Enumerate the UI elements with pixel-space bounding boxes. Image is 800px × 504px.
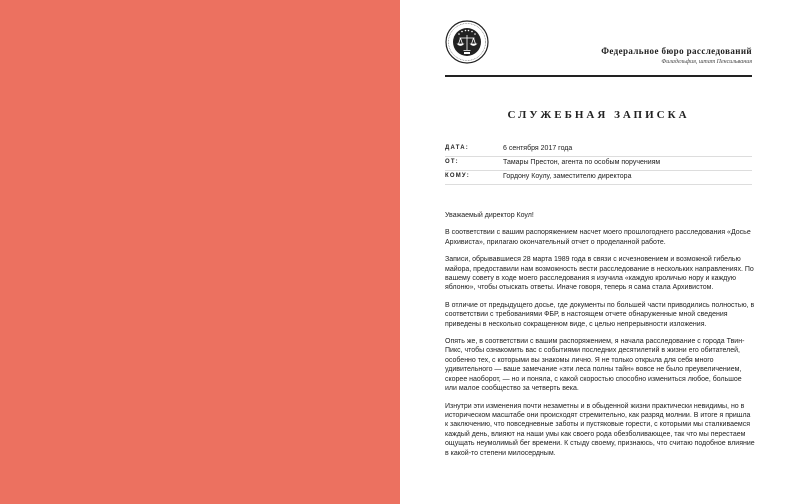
body-paragraph: Опять же, в соответствии с вашим распоряжением, я начала расследование с города Твин-Пикс, чтобы ознакомить вас с событиями последних десятилетий в жизни его обитателей, особенно тех, с которыми вы знакомы лично. Я не только открыла для себя много удивительного — ваше замечание «эти леса полны тайн» вовсе не было преувеличением, скорее наоборот, — но и поняла, с какой скоростью способно измениться любое, большое или малое сообщество за четверть века. [445,338,745,393]
meta-value-to: Гордону Коулу, заместителю директора [503,173,632,180]
fbi-seal-icon [445,20,489,64]
bureau-name: Федеральное бюро расследований [601,46,752,56]
meta-row-from [445,158,752,171]
meta-label-to: КОМУ: [445,173,470,179]
body-paragraph: Изнутри эти изменения почти незаметны и в обыденной жизни практически невидимы, но в историческом масштабе они происходят стремительно, как разряд молнии. В итоге я пришла к заключению, что повседневные заботы и пустяковые горести, с которыми мы сталкиваемся каждый день, влияют на наши умы как своего рода обезболивающее, так что мы перестаем ощущать неумолимый бег времени. К стыду своему, признаюсь, что считаю подобное влияние в какой-то степени милосердным. [445,402,755,457]
meta-value-date: 6 сентября 2017 года [503,145,573,152]
meta-label-date: ДАТА: [445,145,469,151]
memo-page [400,0,800,504]
meta-divider [445,170,752,171]
meta-label-from: ОТ: [445,159,459,165]
body-paragraph: В соответствии с вашим распоряжением насчет моего прошлогоднего расследования «Досье Архивиста», прилагаю окончательный отчет о проделанной работе. [445,229,751,246]
meta-row-date [445,144,752,157]
meta-row-to [445,172,752,185]
header-divider [445,75,752,77]
meta-value-from: Тамары Престон, агента по особым поручениям [503,159,661,166]
body-paragraph: В отличие от предыдущего досье, где документы по большей части приводились полностью, в соответствии с требованиями ФБР, в настоящем отчете обнаруженные мной сведения приведены в несколько сокращенном виде, с целью непрерывности изложения. [445,301,755,328]
meta-divider [445,156,752,157]
body-paragraph: Записи, обрывавшиеся 28 марта 1989 года в связи с исчезновением и возможной гибелью майора, предоставили нам возможность вести расследование в нескольких направлениях. По вашему совету в ходе моего расследования я изучила «каждую кроличью нору и каждую яблоню», чтобы отыскать ответы. Иначе говоря, теперь я сама стала Архивистом. [445,256,754,292]
memo-body [445,211,755,466]
memo-title: СЛУЖЕБНАЯ ЗАПИСКА [507,109,690,121]
meta-divider [445,184,752,185]
salutation: Уважаемый директор Коул! [445,212,534,219]
bureau-location: Филадельфия, штат Пенсильвания [661,59,752,65]
